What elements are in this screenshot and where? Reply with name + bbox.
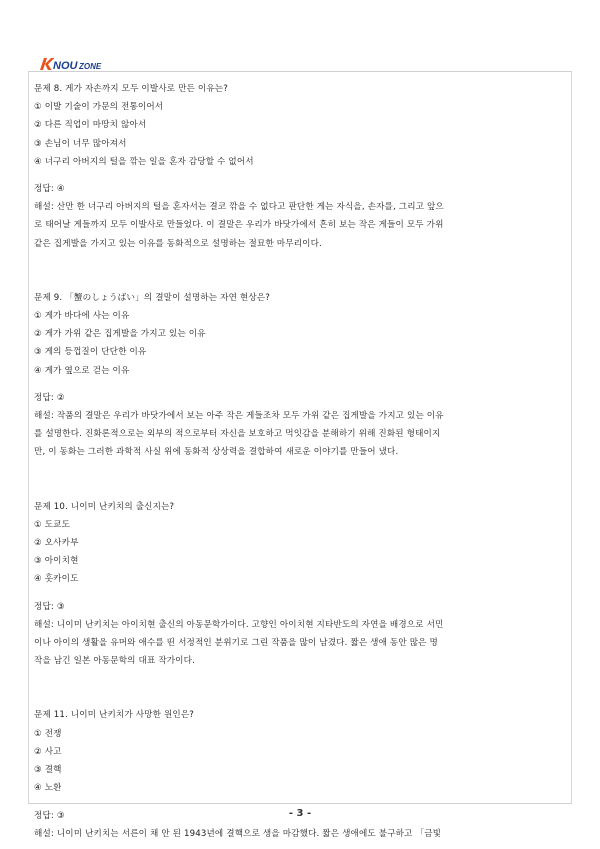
explanation-line: 를 설명한다. 진화론적으로는 외부의 적으로부터 자신을 보호하고 먹잇감을 분해하기 위해 진화된 형태이지 bbox=[34, 429, 441, 440]
question-block-11 bbox=[34, 706, 564, 842]
spacer bbox=[34, 253, 564, 289]
answer-option: ④ 홋카이도 bbox=[34, 574, 79, 585]
answer-option: ④ 너구리 아버지의 털을 깎는 일을 혼자 감당할 수 없어서 bbox=[34, 156, 254, 167]
logo-zone-text: ZONE bbox=[79, 62, 102, 71]
explanation-line: 해설: 니이미 난키치는 아이치현 출신의 아동문학가이다. 고향인 아이치현 지타반도의 자연을 배경으로 서민 bbox=[34, 619, 444, 630]
page-number: - 3 - bbox=[288, 808, 312, 819]
logo-nou-text: NOU bbox=[53, 60, 78, 71]
answer-option: ④ 게가 옆으로 걷는 이유 bbox=[34, 365, 130, 376]
brand-logo bbox=[40, 56, 110, 72]
answer-option: ② 다른 직업이 마땅치 않아서 bbox=[34, 120, 147, 131]
spacer bbox=[34, 589, 564, 598]
answer-option: ① 도쿄도 bbox=[34, 519, 71, 530]
answer-option: ③ 손님이 너무 많아져서 bbox=[34, 138, 127, 149]
spacer bbox=[34, 380, 564, 389]
answer-option: ② 사고 bbox=[34, 746, 62, 757]
question-block-8 bbox=[34, 80, 564, 253]
spacer bbox=[34, 462, 564, 498]
document-body bbox=[34, 80, 564, 843]
explanation-line: 해설: 작품의 결말은 우리가 바닷가에서 보는 아주 작은 게들조차 모두 가위 같은 집게발을 가지고 있는 이유 bbox=[34, 411, 444, 422]
answer-option: ③ 게의 등껍질이 단단한 이유 bbox=[34, 347, 147, 358]
answer-option: ① 전쟁 bbox=[34, 728, 62, 739]
answer-option: ② 게가 가위 같은 집게발을 가지고 있는 이유 bbox=[34, 329, 206, 340]
answer-option: ③ 아이치현 bbox=[34, 556, 79, 567]
question-text: 문제 10. 니이미 난키치의 출신지는? bbox=[34, 501, 175, 512]
explanation-line: 해설: 산만 한 너구리 아버지의 털을 혼자서는 결코 깎을 수 없다고 판단한 게는 자식을, 손자를, 그리고 앞으 bbox=[34, 202, 444, 213]
explanation-line: 같은 집게발을 가지고 있는 이유를 동화적으로 설명하는 절묘한 마무리이다. bbox=[34, 238, 322, 249]
spacer bbox=[34, 798, 564, 807]
correct-answer: 정답: ② bbox=[34, 392, 65, 403]
spacer bbox=[34, 670, 564, 706]
correct-answer: 정답: ③ bbox=[34, 601, 65, 612]
answer-option: ② 오사카부 bbox=[34, 538, 79, 549]
question-text: 문제 9. 「蟹のしょうばい」의 결말이 설명하는 자연 현상은? bbox=[34, 292, 270, 303]
answer-option: ③ 결핵 bbox=[34, 765, 62, 776]
knouzone-logo-mark bbox=[40, 57, 110, 71]
spacer bbox=[34, 171, 564, 180]
correct-answer: 정답: ③ bbox=[34, 810, 65, 821]
answer-option: ① 게가 바다에 사는 이유 bbox=[34, 311, 130, 322]
answer-option: ④ 노환 bbox=[34, 783, 62, 794]
correct-answer: 정답: ④ bbox=[34, 184, 65, 195]
question-block-10 bbox=[34, 498, 564, 671]
explanation-line: 로 태어날 게들까지 모두 이발사로 만들었다. 이 결말은 우리가 바닷가에서 흔히 보는 작은 게들이 모두 가위 bbox=[34, 220, 444, 231]
question-block-9 bbox=[34, 289, 564, 462]
explanation-line: 만, 이 동화는 그러한 과학적 사실 위에 동화적 상상력을 결합하여 새로운 이야기를 만들어 냈다. bbox=[34, 447, 399, 458]
explanation-line: 해설: 니이미 난키치는 서른이 채 안 된 1943년에 결핵으로 생을 마감했다. 짧은 생애에도 불구하고 「금빛 bbox=[34, 828, 442, 839]
question-text: 문제 11. 니이미 난키치가 사망한 원인은? bbox=[34, 710, 195, 721]
explanation-line: 이나 아이의 생활을 유머와 애수를 띤 서정적인 분위기로 그린 작품을 많이 남겼다. 짧은 생애 동안 많은 명 bbox=[34, 638, 438, 649]
question-text: 문제 8. 게가 자손까지 모두 이발사로 만든 이유는? bbox=[34, 84, 228, 94]
answer-option: ① 이발 기술이 가문의 전통이어서 bbox=[34, 102, 164, 113]
explanation-line: 작을 남긴 일본 아동문학의 대표 작가이다. bbox=[34, 656, 195, 667]
